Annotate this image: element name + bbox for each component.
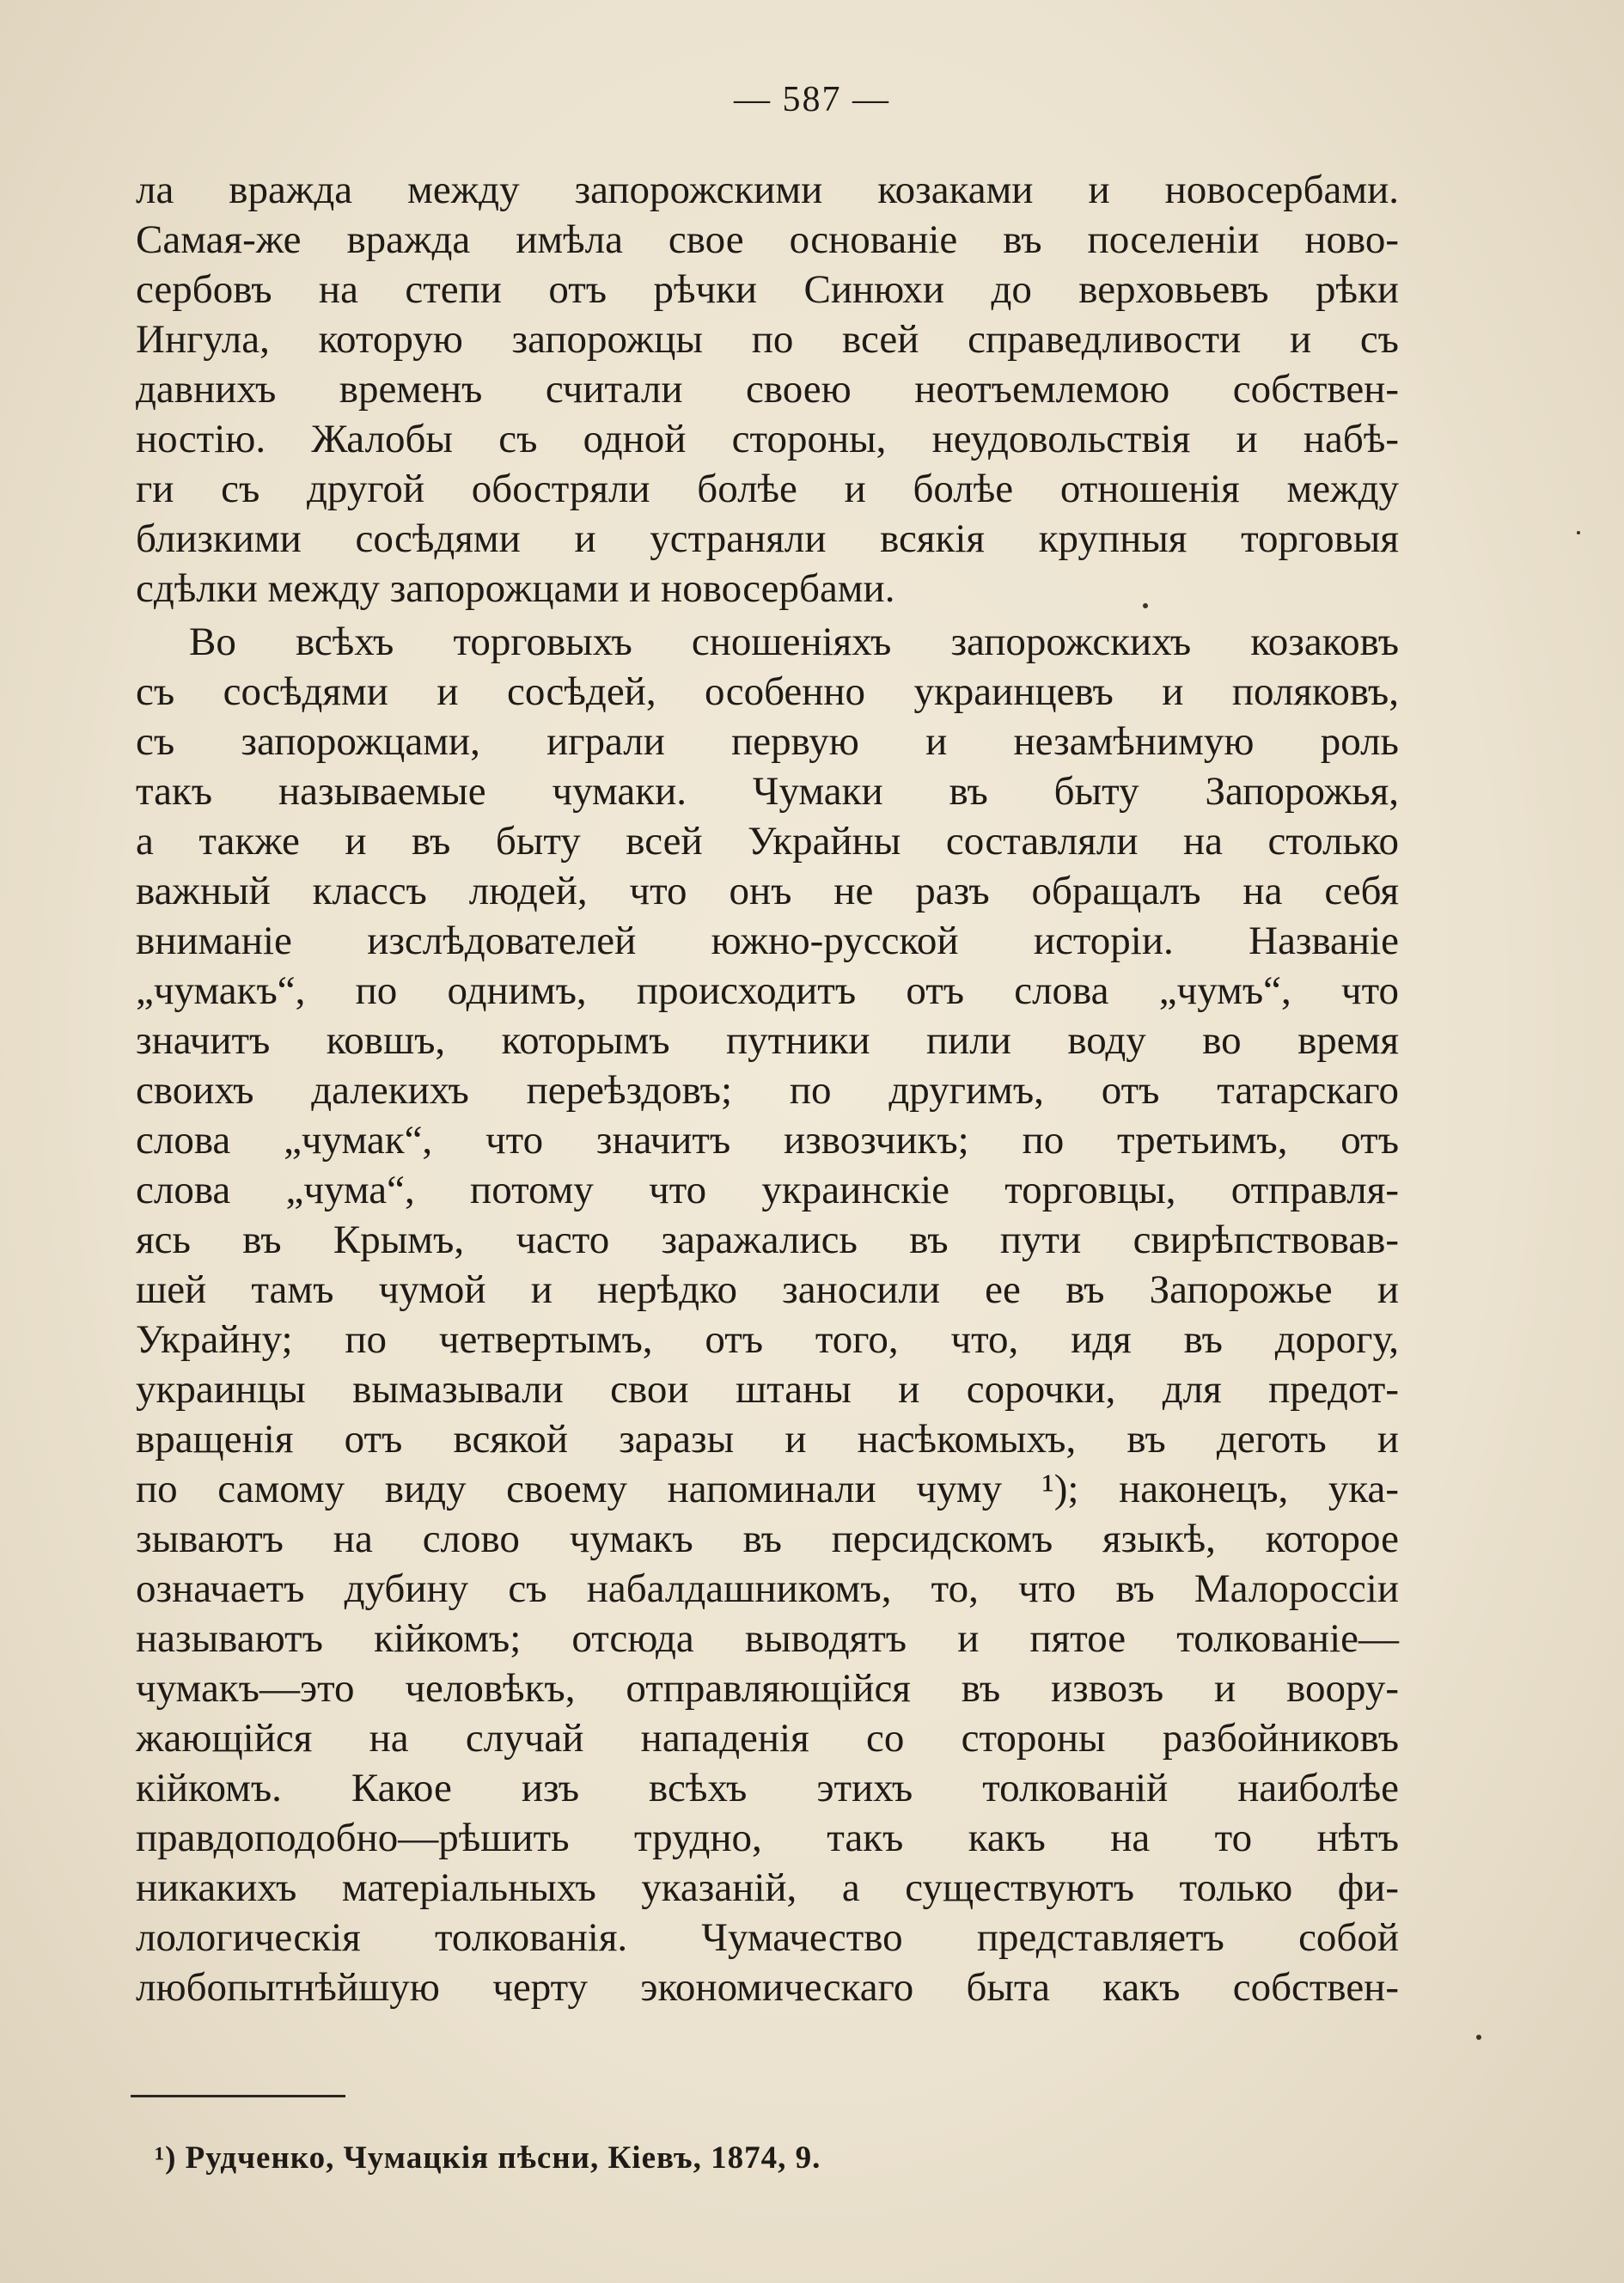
- text-line: любопытнѣйшую черту экономическаго быта какъ собствен-: [136, 1965, 1399, 2010]
- text-line: называютъ кiйкомъ; отсюда выводятъ и пятое толкованiе—: [136, 1616, 1399, 1661]
- text-line: вниманiе изслѣдователей южно-русской исторiи. Названiе: [136, 919, 1399, 963]
- text-line: шей тамъ чумой и нерѣдко заносили ее въ Запорожье и: [136, 1267, 1399, 1312]
- text-line: Во всѣхъ торговыхъ сношенiяхъ запорожскихъ козаковъ: [189, 620, 1399, 664]
- text-line: съ сосѣдями и сосѣдей, особенно украинцевъ и поляковъ,: [136, 669, 1399, 714]
- footnote: ¹) Рудченко, Чумацкiя пѣсни, Кiевъ, 1874, 9.: [155, 2140, 821, 2176]
- text-line: слова „чумак“, что значитъ извозчикъ; по третьимъ, отъ: [136, 1118, 1399, 1163]
- text-line: такъ называемые чумаки. Чумаки въ быту Запорожья,: [136, 769, 1399, 814]
- text-line: чумакъ—это человѣкъ, отправляющiйся въ извозъ и воору-: [136, 1666, 1399, 1711]
- text-line: важный классъ людей, что онъ не разъ обращалъ на себя: [136, 869, 1399, 913]
- body-text: [136, 165, 1399, 2012]
- text-line: своихъ далекихъ переѣздовъ; по другимъ, отъ татарскаго: [136, 1068, 1399, 1113]
- text-line: означаетъ дубину съ набалдашникомъ, то, что въ Малороссiи: [136, 1566, 1399, 1611]
- scan-speck: [1476, 2035, 1481, 2040]
- text-line: съ запорожцами, играли первую и незамѣнимую роль: [136, 719, 1399, 764]
- scan-speck: [1143, 603, 1148, 608]
- text-line: кiйкомъ. Какое изъ всѣхъ этихъ толкованiй наиболѣе: [136, 1766, 1399, 1810]
- text-line: слова „чума“, потому что украинскiе торговцы, отправля-: [136, 1168, 1399, 1212]
- text-line: украинцы вымазывали свои штаны и сорочки, для предот-: [136, 1367, 1399, 1412]
- text-line: Самая-же вражда имѣла свое основанiе въ поселенiи ново-: [136, 217, 1399, 262]
- text-line: по самому виду своему напоминали чуму ¹); наконецъ, ука-: [136, 1467, 1399, 1511]
- text-line: зываютъ на слово чумакъ въ персидскомъ языкѣ, которое: [136, 1517, 1399, 1561]
- text-line: сдѣлки между запорожцами и новосербами.: [136, 566, 895, 611]
- text-line: а также и въ быту всей Украйны составляли на столько: [136, 819, 1399, 864]
- text-line: правдоподобно—рѣшить трудно, такъ какъ на то нѣтъ: [136, 1816, 1399, 1860]
- text-line: вращенiя отъ всякой заразы и насѣкомыхъ, въ деготь и: [136, 1417, 1399, 1462]
- text-line: „чумакъ“, по однимъ, происходитъ отъ слова „чумъ“, что: [136, 968, 1399, 1013]
- text-line: давнихъ временъ считали своею неотъемлемою собствен-: [136, 367, 1399, 412]
- text-line: ясь въ Крымъ, часто заражались въ пути свирѣпствовав-: [136, 1218, 1399, 1262]
- page-number: — 587 —: [734, 80, 890, 119]
- text-line: близкими сосѣдями и устраняли всякiя крупныя торговыя: [136, 516, 1399, 561]
- text-line: ла вражда между запорожскими козаками и новосербами.: [136, 168, 1399, 212]
- scan-speck: [1577, 531, 1580, 534]
- text-line: ностiю. Жалобы съ одной стороны, неудовольствiя и набѣ-: [136, 417, 1399, 461]
- text-line: Ингула, которую запорожцы по всей справедливости и съ: [136, 317, 1399, 362]
- text-line: сербовъ на степи отъ рѣчки Синюхи до верховьевъ рѣки: [136, 267, 1399, 312]
- text-line: ги съ другой обостряли болѣе и болѣе отношенiя между: [136, 467, 1399, 511]
- text-line: никакихъ матерiальныхъ указанiй, а существуютъ только фи-: [136, 1865, 1399, 1910]
- text-line: значитъ ковшъ, которымъ путники пили воду во время: [136, 1018, 1399, 1063]
- text-line: жающiйся на случай нападенiя со стороны разбойниковъ: [136, 1716, 1399, 1761]
- footnote-divider: [131, 2095, 345, 2097]
- text-line: Украйну; по четвертымъ, отъ того, что, идя въ дорогу,: [136, 1317, 1399, 1362]
- text-line: лологическiя толкованiя. Чумачество представляетъ собой: [136, 1915, 1399, 1960]
